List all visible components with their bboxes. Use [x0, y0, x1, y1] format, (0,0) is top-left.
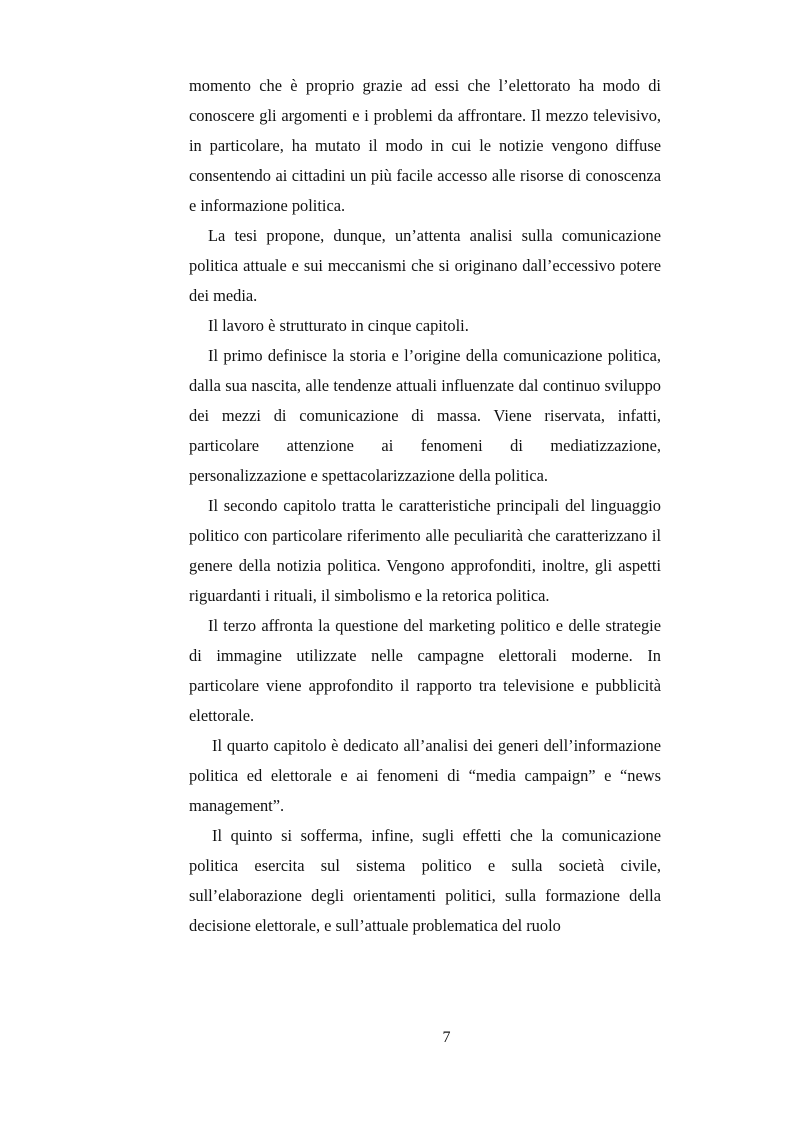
paragraph-structure: Il lavoro è strutturato in cinque capitoli. — [208, 316, 469, 335]
paragraph-thesis: La tesi propone, dunque, un’attenta analisi sulla comunicazione politica attuale e sui meccanismi che si originano dall’eccessivo potere dei media. — [189, 226, 661, 305]
paragraph-chapter-2: Il secondo capitolo tratta le caratteristiche principali del linguaggio politico con particolare riferimento alle peculiarità che caratterizzano il genere della notizia politica. Vengono approfonditi, inoltre, gli aspetti riguardanti i rituali, il simbolismo e la retorica politica. — [189, 496, 661, 605]
paragraph-chapter-3: Il terzo affronta la questione del marketing politico e delle strategie di immagine utilizzate nelle campagne elettorali moderne. In particolare viene approfondito il rapporto tra televisione e pubblicità elettorale. — [189, 616, 661, 725]
page-number: 7 — [442, 1029, 451, 1046]
paragraph-chapter-5: Il quinto si sofferma, infine, sugli effetti che la comunicazione politica esercita sul sistema politico e sulla società civile, sull’elaborazione degli orientamenti politici, sulla formazione della decisione elettorale, e sull’attuale problematica del ruolo — [189, 826, 661, 935]
body-text — [189, 71, 661, 941]
paragraph-chapter-4: Il quarto capitolo è dedicato all’analisi dei generi dell’informazione politica ed elettorale e ai fenomeni di “media campaign” e “news management”. — [189, 736, 661, 815]
paragraph-chapter-1: Il primo definisce la storia e l’origine della comunicazione politica, dalla sua nascita, alle tendenze attuali influenzate dal continuo sviluppo dei mezzi di comunicazione di massa. Viene riservata, infatti, particolare attenzione ai fenomeni di mediatizzazione, personalizzazione e spettacolarizzazione della politica. — [189, 346, 661, 485]
paragraph-continuation: momento che è proprio grazie ad essi che l’elettorato ha modo di conoscere gli argomenti e i problemi da affrontare. Il mezzo televisivo, in particolare, ha mutato il modo in cui le notizie vengono diffuse consentendo ai cittadini un più facile accesso alle risorse di conoscenza e informazione politica. — [189, 76, 661, 215]
